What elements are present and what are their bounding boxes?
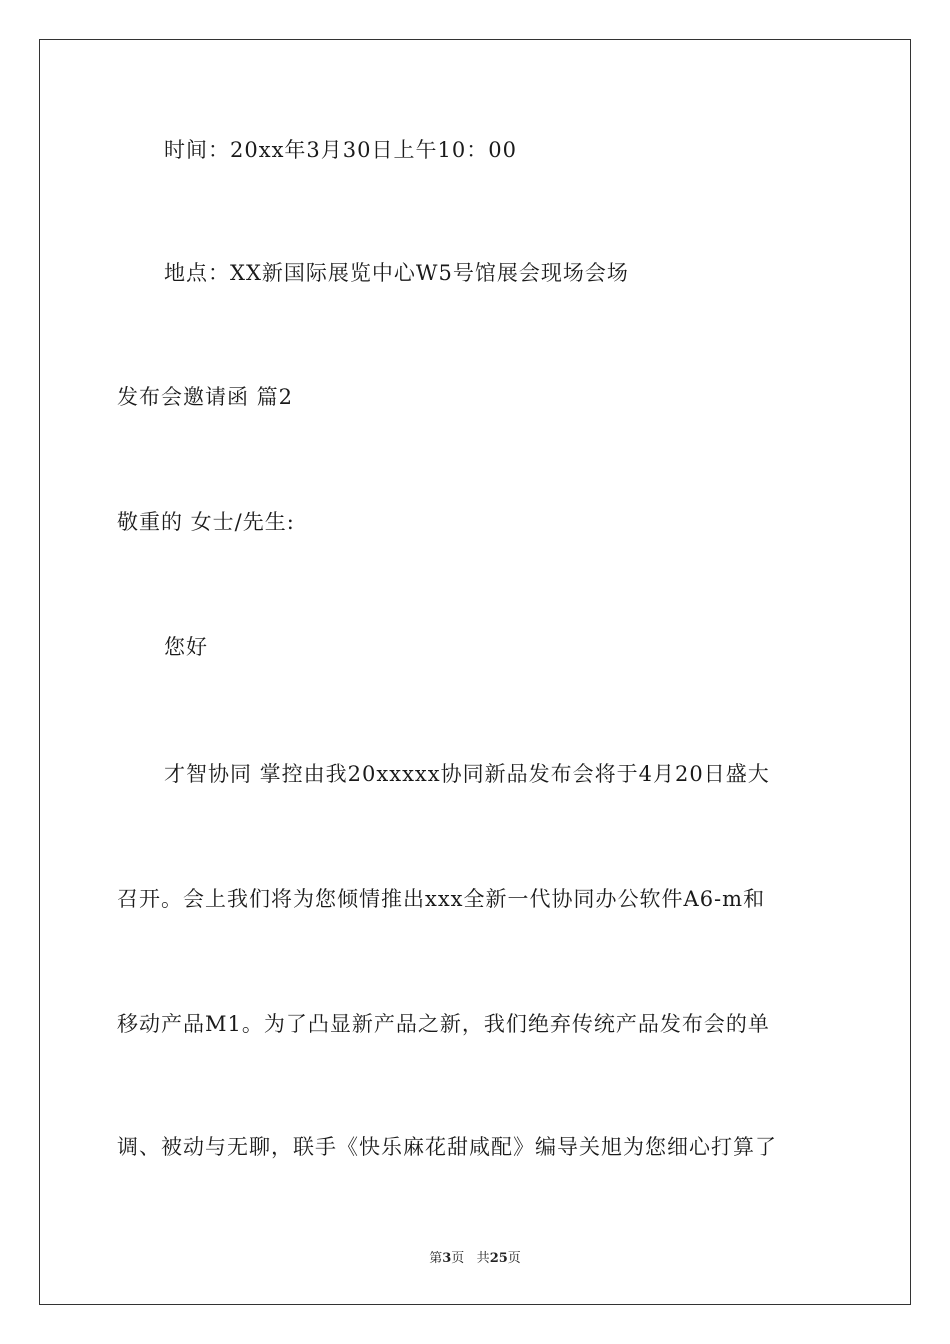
page-suffix: 页 xyxy=(451,1251,465,1266)
body-line-1: 才智协同 掌控由我20xxxxx协同新品发布会将于4月20日盛大 xyxy=(164,762,770,786)
page-number: 3 xyxy=(442,1251,452,1266)
location-line: 地点：XX新国际展览中心W5号馆展会现场会场 xyxy=(164,261,629,285)
page-prefix: 第 xyxy=(429,1251,443,1266)
total-suffix: 页 xyxy=(507,1251,521,1266)
body-line-4: 调、被动与无聊，联手《快乐麻花甜咸配》编导关旭为您细心打算了 xyxy=(117,1135,777,1159)
section-heading: 发布会邀请函 篇2 xyxy=(117,385,294,409)
time-line: 时间：20xx年3月30日上午10：00 xyxy=(164,138,517,162)
greeting-line: 您好 xyxy=(164,635,208,659)
page-border xyxy=(39,39,911,1305)
total-pages: 25 xyxy=(489,1251,508,1266)
total-prefix: 共 xyxy=(476,1251,490,1266)
body-line-2: 召开。会上我们将为您倾情推出xxx全新一代协同办公软件A6-m和 xyxy=(117,887,766,911)
body-line-3: 移动产品M1。为了凸显新产品之新，我们绝弃传统产品发布会的单 xyxy=(117,1012,770,1036)
salutation-line: 敬重的 女士/先生: xyxy=(117,510,295,534)
page-footer xyxy=(0,1247,950,1266)
